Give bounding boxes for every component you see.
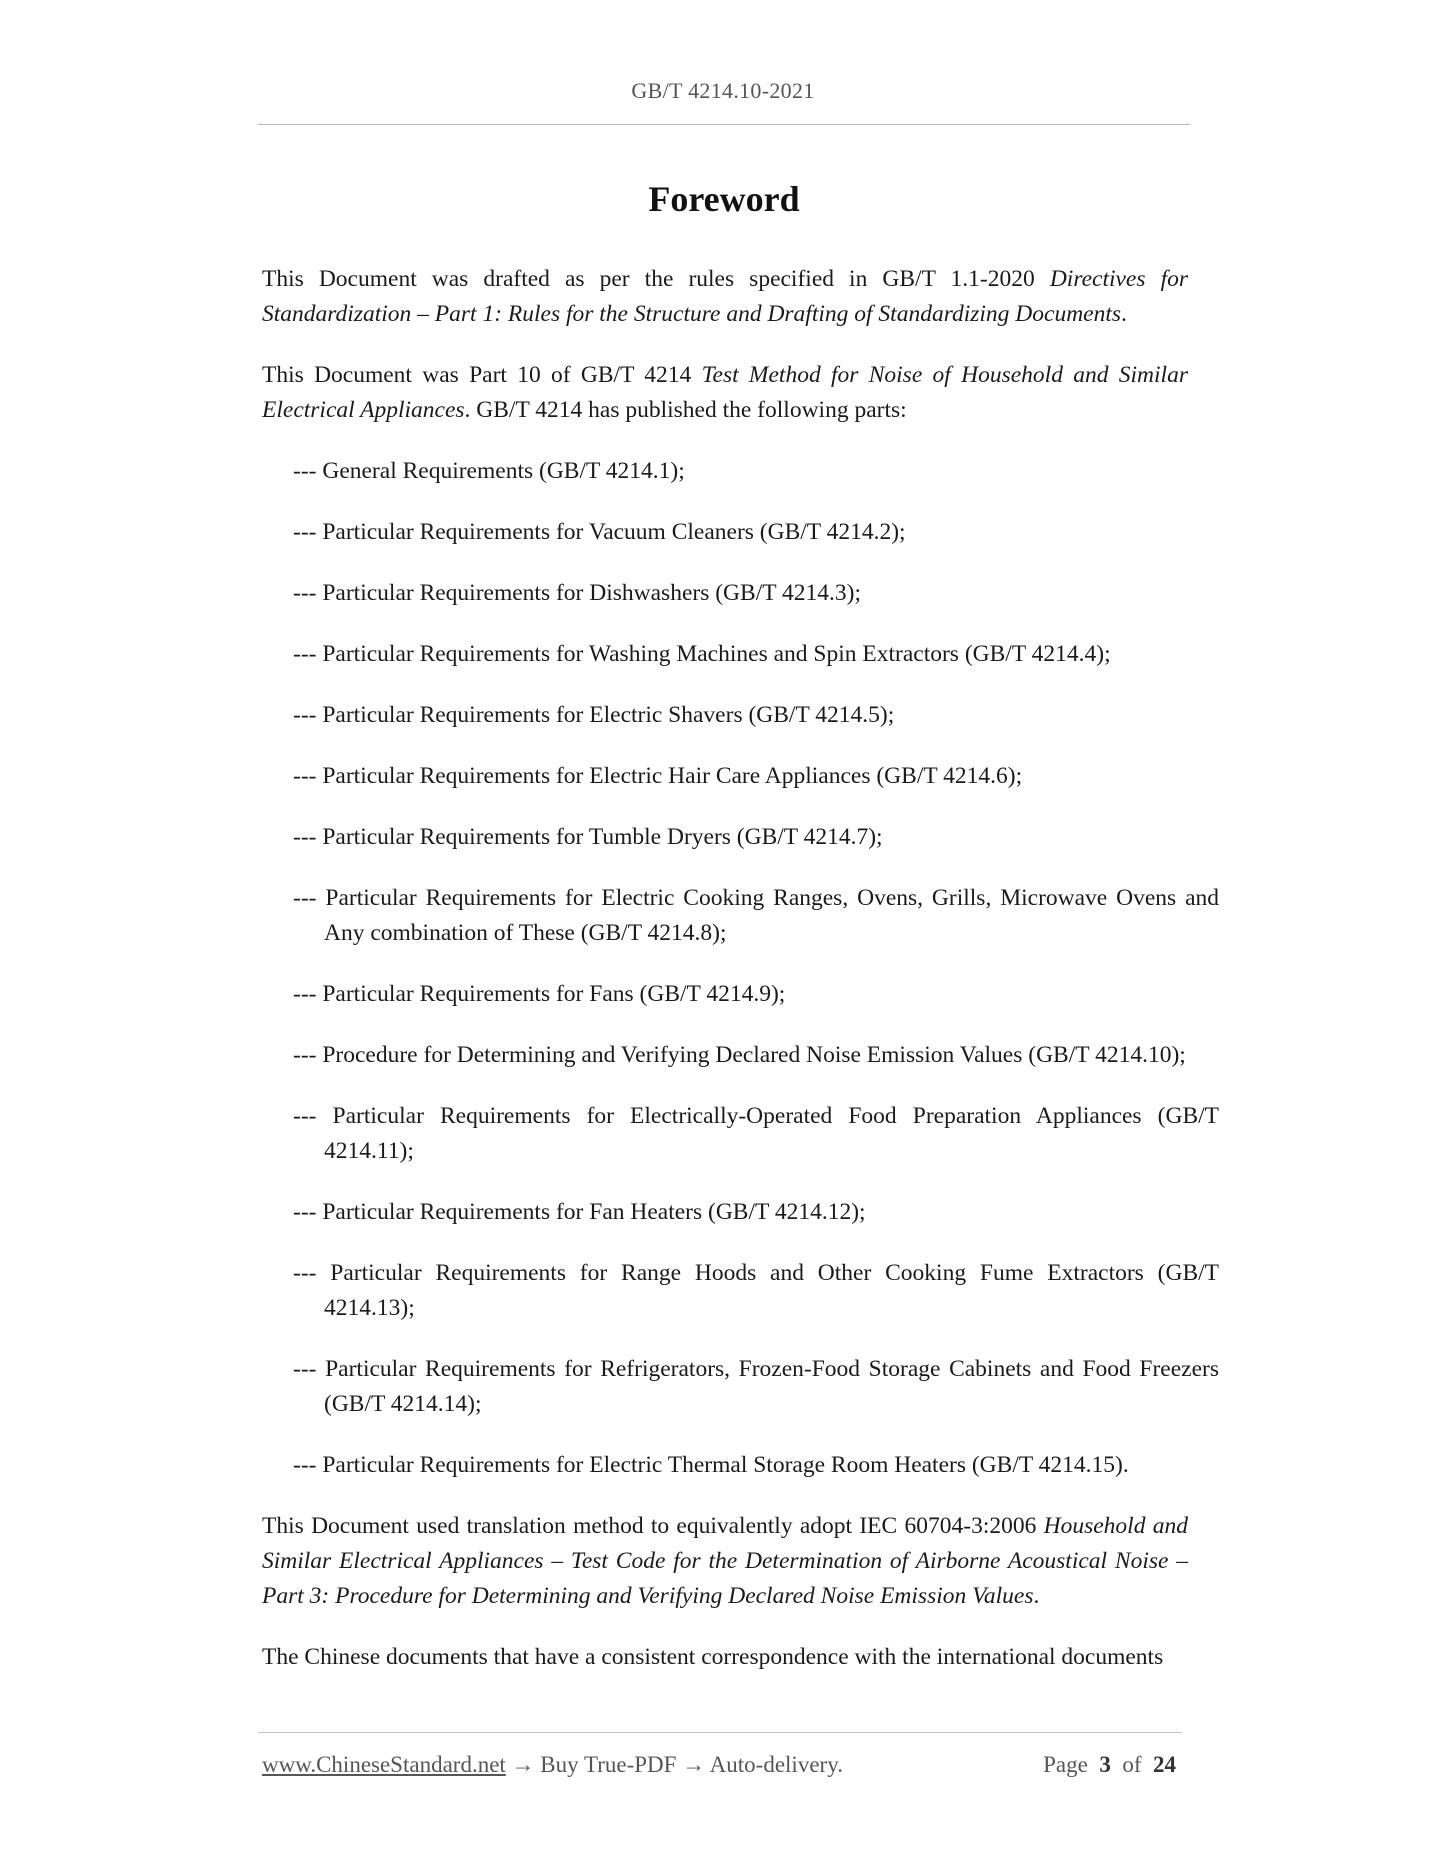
list-item: --- Particular Requirements for Electric Hair Care Appliances (GB/T 4214.6); xyxy=(293,763,1023,789)
page-counter xyxy=(1043,1752,1176,1778)
arrow-right-icon: → xyxy=(682,1752,706,1777)
list-item: --- Particular Requirements for Fans (GB/T 4214.9); xyxy=(293,981,786,1007)
website-link[interactable]: www.ChineseStandard.net xyxy=(262,1752,506,1777)
list-item: --- Procedure for Determining and Verifying Declared Noise Emission Values (GB/T 4214.10); xyxy=(293,1042,1186,1068)
page-total: 24 xyxy=(1153,1752,1176,1777)
list-item: --- Particular Requirements for Electric Shavers (GB/T 4214.5); xyxy=(293,702,895,728)
list-item: --- General Requirements (GB/T 4214.1); xyxy=(293,458,685,484)
footer-divider xyxy=(258,1732,1182,1733)
list-item: --- Particular Requirements for Electric Cooking Ranges, Ovens, Grills, Microwave Ovens and Any combination of These (GB/T 4214.8); xyxy=(293,885,1219,946)
footer-promo xyxy=(262,1752,843,1778)
of-label: of xyxy=(1122,1752,1142,1777)
header-divider xyxy=(258,124,1190,125)
list-item: --- Particular Requirements for Tumble Dryers (GB/T 4214.7); xyxy=(293,824,883,850)
list-item: --- Particular Requirements for Fan Heaters (GB/T 4214.12); xyxy=(293,1199,866,1225)
list-item: --- Particular Requirements for Refrigerators, Frozen-Food Storage Cabinets and Food Freezers (GB/T 4214.14); xyxy=(293,1356,1219,1417)
parts-list xyxy=(262,454,1219,1483)
buy-true-pdf-link[interactable]: Buy True-PDF xyxy=(540,1752,677,1777)
page-label: Page xyxy=(1043,1752,1088,1777)
page-number: 3 xyxy=(1099,1752,1111,1777)
paragraph-part-info: This Document was Part 10 of GB/T 4214 Test Method for Noise of Household and Similar Electrical Appliances. GB/T 4214 has published the following parts: xyxy=(262,362,1188,423)
list-item: --- Particular Requirements for Range Hoods and Other Cooking Fume Extractors (GB/T 4214.13); xyxy=(293,1260,1219,1321)
list-item: --- Particular Requirements for Vacuum Cleaners (GB/T 4214.2); xyxy=(293,519,906,545)
running-header: GB/T 4214.10-2021 xyxy=(631,78,815,103)
page-title: Foreword xyxy=(648,179,800,219)
list-item: --- Particular Requirements for Electric Thermal Storage Room Heaters (GB/T 4214.15). xyxy=(293,1452,1129,1478)
list-item: --- Particular Requirements for Electrically-Operated Food Preparation Appliances (GB/T 4214.11); xyxy=(293,1103,1219,1164)
auto-delivery-text: Auto-delivery. xyxy=(709,1752,843,1777)
list-item: --- Particular Requirements for Dishwashers (GB/T 4214.3); xyxy=(293,580,862,606)
list-item: --- Particular Requirements for Washing Machines and Spin Extractors (GB/T 4214.4); xyxy=(293,641,1111,667)
arrow-right-icon: → xyxy=(511,1752,535,1777)
document-body xyxy=(262,262,1219,1701)
paragraph-correspondence: The Chinese documents that have a consistent correspondence with the international documents xyxy=(262,1644,1164,1670)
paragraph-drafting-rules: This Document was drafted as per the rules specified in GB/T 1.1-2020 Directives for Standardization – Part 1: Rules for the Structure and Drafting of Standardizing Documents. xyxy=(262,266,1188,327)
paragraph-translation-method: This Document used translation method to equivalently adopt IEC 60704-3:2006 Household and Similar Electrical Appliances – Test Code for the Determination of Airborne Acoustical Noise – Part 3: Procedure for Determining and Verifying Declared Noise Emission Values. xyxy=(262,1513,1189,1609)
